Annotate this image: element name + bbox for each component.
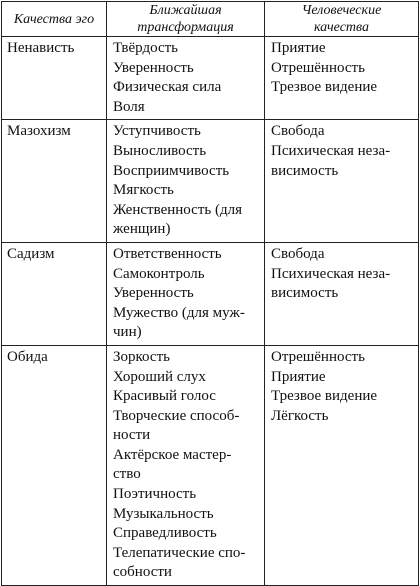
transformation-line: ности — [113, 427, 151, 444]
ego-quality-cell — [2, 345, 107, 585]
human-quality-line: Отрешённость — [271, 59, 365, 76]
transformation-line: Мягкость — [113, 182, 174, 199]
transformation-line: Хороший слух — [113, 368, 206, 385]
human-quality-line: Трезвое видение — [271, 79, 378, 96]
transformation-line: Справедливость — [113, 525, 217, 542]
transformation-line: Женственность (для — [113, 201, 242, 218]
ego-quality-text: Ненависть — [7, 40, 75, 56]
human-quality-cell — [265, 345, 419, 585]
table-row — [2, 37, 419, 120]
transformation-cell — [107, 120, 265, 243]
human-quality-line: висимость — [271, 162, 339, 179]
human-quality-line: Приятие — [271, 368, 326, 385]
transformation-line: Уверенность — [113, 285, 194, 302]
transformation-cell — [107, 345, 265, 585]
transformation-line: Уверенность — [113, 59, 194, 76]
transformation-line: Физическая сила — [113, 79, 222, 96]
human-quality-line: Психическая неза- — [271, 142, 391, 159]
transformation-cell — [107, 242, 265, 345]
ego-quality-cell — [2, 242, 107, 345]
transformation-cell — [107, 37, 265, 120]
ego-quality-cell — [2, 37, 107, 120]
human-quality-cell — [265, 242, 419, 345]
transformation-line: Восприимчивость — [113, 162, 230, 179]
header-nearest-transformation — [107, 2, 265, 37]
header-text-line: качества — [313, 20, 370, 35]
human-quality-cell — [265, 37, 419, 120]
transformation-line: Твёрдость — [113, 40, 179, 56]
transformation-line: Выносливость — [113, 142, 207, 159]
transformation-line: Самоконтроль — [113, 265, 205, 282]
ego-quality-text: Обида — [7, 348, 48, 365]
transformation-line: Творческие способ- — [113, 407, 240, 424]
header-text-line: Человеческие — [301, 3, 382, 18]
table-body — [2, 37, 419, 586]
header-human-qualities — [265, 2, 419, 37]
human-quality-line: Лёгкость — [271, 407, 329, 424]
transformation-line: Поэтичность — [113, 486, 197, 503]
table-row — [2, 242, 419, 345]
transformation-line: Воля — [113, 98, 145, 115]
human-quality-line: Приятие — [271, 40, 326, 56]
transformation-line: ство — [113, 466, 141, 483]
human-quality-line: Психическая неза- — [271, 265, 391, 282]
header-text-line: трансформация — [137, 20, 234, 35]
transformation-line: Ответственность — [113, 245, 222, 262]
transformation-line: Зоркость — [113, 348, 170, 365]
human-quality-line: Трезвое видение — [271, 388, 378, 405]
header-text-line: Качества эго — [13, 11, 95, 27]
table-row — [2, 345, 419, 585]
human-quality-line: висимость — [271, 285, 339, 302]
transformation-line: чин) — [113, 324, 142, 341]
header-row — [2, 2, 419, 37]
human-quality-line: Свобода — [271, 123, 325, 140]
transformation-line: собности — [113, 564, 172, 581]
ego-quality-cell — [2, 120, 107, 243]
human-quality-cell — [265, 120, 419, 243]
header-ego-qualities — [2, 2, 107, 37]
ego-quality-text: Садизм — [7, 245, 55, 262]
header-text-line: Ближайшая — [149, 3, 222, 18]
human-quality-line: Свобода — [271, 245, 325, 262]
transformation-line: Актёрское мастер- — [113, 446, 232, 463]
transformation-line: Уступчивость — [113, 123, 201, 140]
ego-quality-text: Мазохизм — [7, 123, 71, 140]
human-quality-line: Отрешённость — [271, 348, 365, 365]
transformation-line: Музыкальность — [113, 505, 214, 522]
qualities-table — [1, 1, 419, 586]
table-row — [2, 120, 419, 243]
transformation-line: женщин) — [113, 221, 171, 238]
transformation-line: Телепатические спо- — [113, 544, 246, 561]
transformation-line: Красивый голос — [113, 388, 216, 405]
transformation-line: Мужество (для муж- — [113, 304, 245, 321]
